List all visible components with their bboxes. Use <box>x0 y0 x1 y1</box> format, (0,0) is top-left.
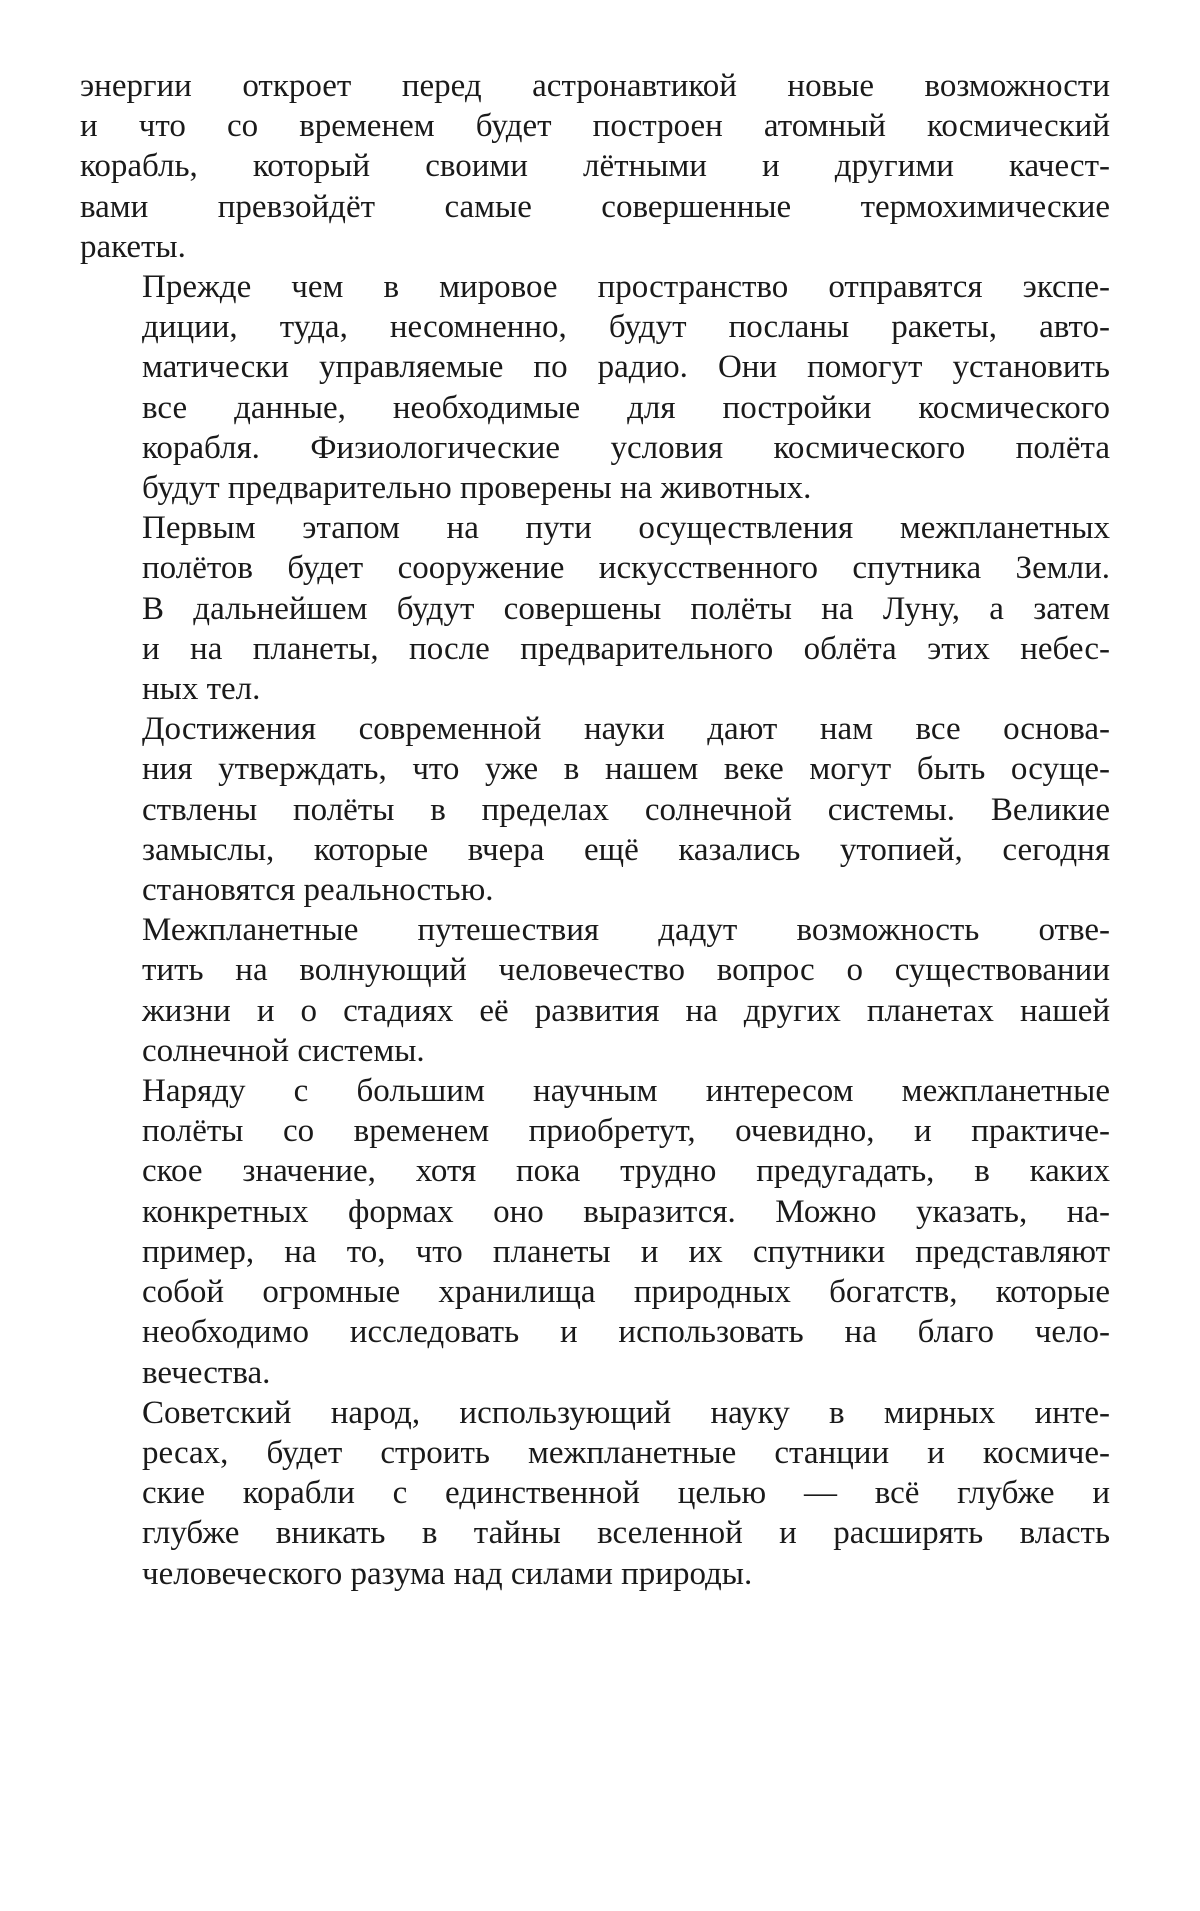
text-line: ские корабли с единственной целью — всё глубже и <box>142 1475 1110 1512</box>
paragraph-3 <box>80 508 1110 709</box>
text-line: ское значение, хотя пока трудно предугадать, в каких <box>142 1153 1110 1190</box>
text-line: корабль, который своими лётными и другими качест- <box>80 148 1110 185</box>
text-line: и на планеты, после предварительного облёта этих небес- <box>142 630 1110 667</box>
text-line: ных тел. <box>142 671 261 708</box>
text-line: В дальнейшем будут совершены полёты на Луну, а затем <box>142 590 1110 627</box>
text-line: конкретных формах оно выразится. Можно указать, на- <box>142 1193 1110 1230</box>
text-line: полёты со временем приобретут, очевидно, и практиче- <box>142 1113 1110 1150</box>
text-line: корабля. Физиологические условия космического полёта <box>142 429 1110 466</box>
text-line: собой огромные хранилища природных богатств, которые <box>142 1274 1110 1311</box>
text-line: становятся реальностью. <box>142 872 494 909</box>
text-line: Межпланетные путешествия дадут возможность отве- <box>142 912 1110 949</box>
body-text <box>80 66 1110 1594</box>
paragraph-2 <box>80 267 1110 508</box>
text-line: Первым этапом на пути осуществления межпланетных <box>142 510 1110 547</box>
text-line: ракеты. <box>80 228 186 265</box>
text-line: тить на волнующий человечество вопрос о существовании <box>142 952 1110 989</box>
text-line: человеческого разума над силами природы. <box>142 1555 753 1592</box>
text-line: ресах, будет строить межпланетные станции и космиче- <box>142 1434 1110 1471</box>
text-line: энергии откроет перед астронавтикой новые возможности <box>80 68 1110 104</box>
text-line: Наряду с большим научным интересом межпланетные <box>142 1073 1110 1110</box>
text-line: ния утверждать, что уже в нашем веке могут быть осуще- <box>142 751 1110 788</box>
text-line: диции, туда, несомненно, будут посланы ракеты, авто- <box>142 309 1110 346</box>
text-line: солнечной системы. <box>142 1032 425 1069</box>
paragraph-4 <box>80 709 1110 910</box>
paragraph-7 <box>80 1393 1110 1594</box>
text-line: полётов будет сооружение искусственного спутника Земли. <box>142 550 1110 587</box>
text-line: Советский народ, использующий науку в мирных инте- <box>142 1394 1110 1431</box>
text-line: вами превзойдёт самые совершенные термохимические <box>80 188 1110 225</box>
text-line: замыслы, которые вчера ещё казались утопией, сегодня <box>142 831 1110 868</box>
paragraph-6 <box>80 1071 1110 1393</box>
text-line: ствлены полёты в пределах солнечной системы. Великие <box>142 791 1110 828</box>
paragraph-5 <box>80 910 1110 1071</box>
text-line: будут предварительно проверены на животных. <box>142 470 812 507</box>
text-line: вечества. <box>142 1354 271 1391</box>
text-line: Прежде чем в мировое пространство отправятся экспе- <box>142 269 1110 306</box>
text-line: Достижения современной науки дают нам все основа- <box>142 711 1110 748</box>
text-line: все данные, необходимые для постройки космического <box>142 389 1110 426</box>
text-line: пример, на то, что планеты и их спутники представляют <box>142 1233 1110 1270</box>
text-line: жизни и о стадиях её развития на других планетах нашей <box>142 992 1110 1029</box>
text-line: и что со временем будет построен атомный космический <box>80 108 1110 145</box>
text-line: глубже вникать в тайны вселенной и расширять власть <box>142 1515 1110 1552</box>
text-line: матически управляемые по радио. Они помогут установить <box>142 349 1110 386</box>
paragraph-1 <box>80 66 1110 267</box>
text-line: необходимо исследовать и использовать на благо чело- <box>142 1314 1110 1351</box>
